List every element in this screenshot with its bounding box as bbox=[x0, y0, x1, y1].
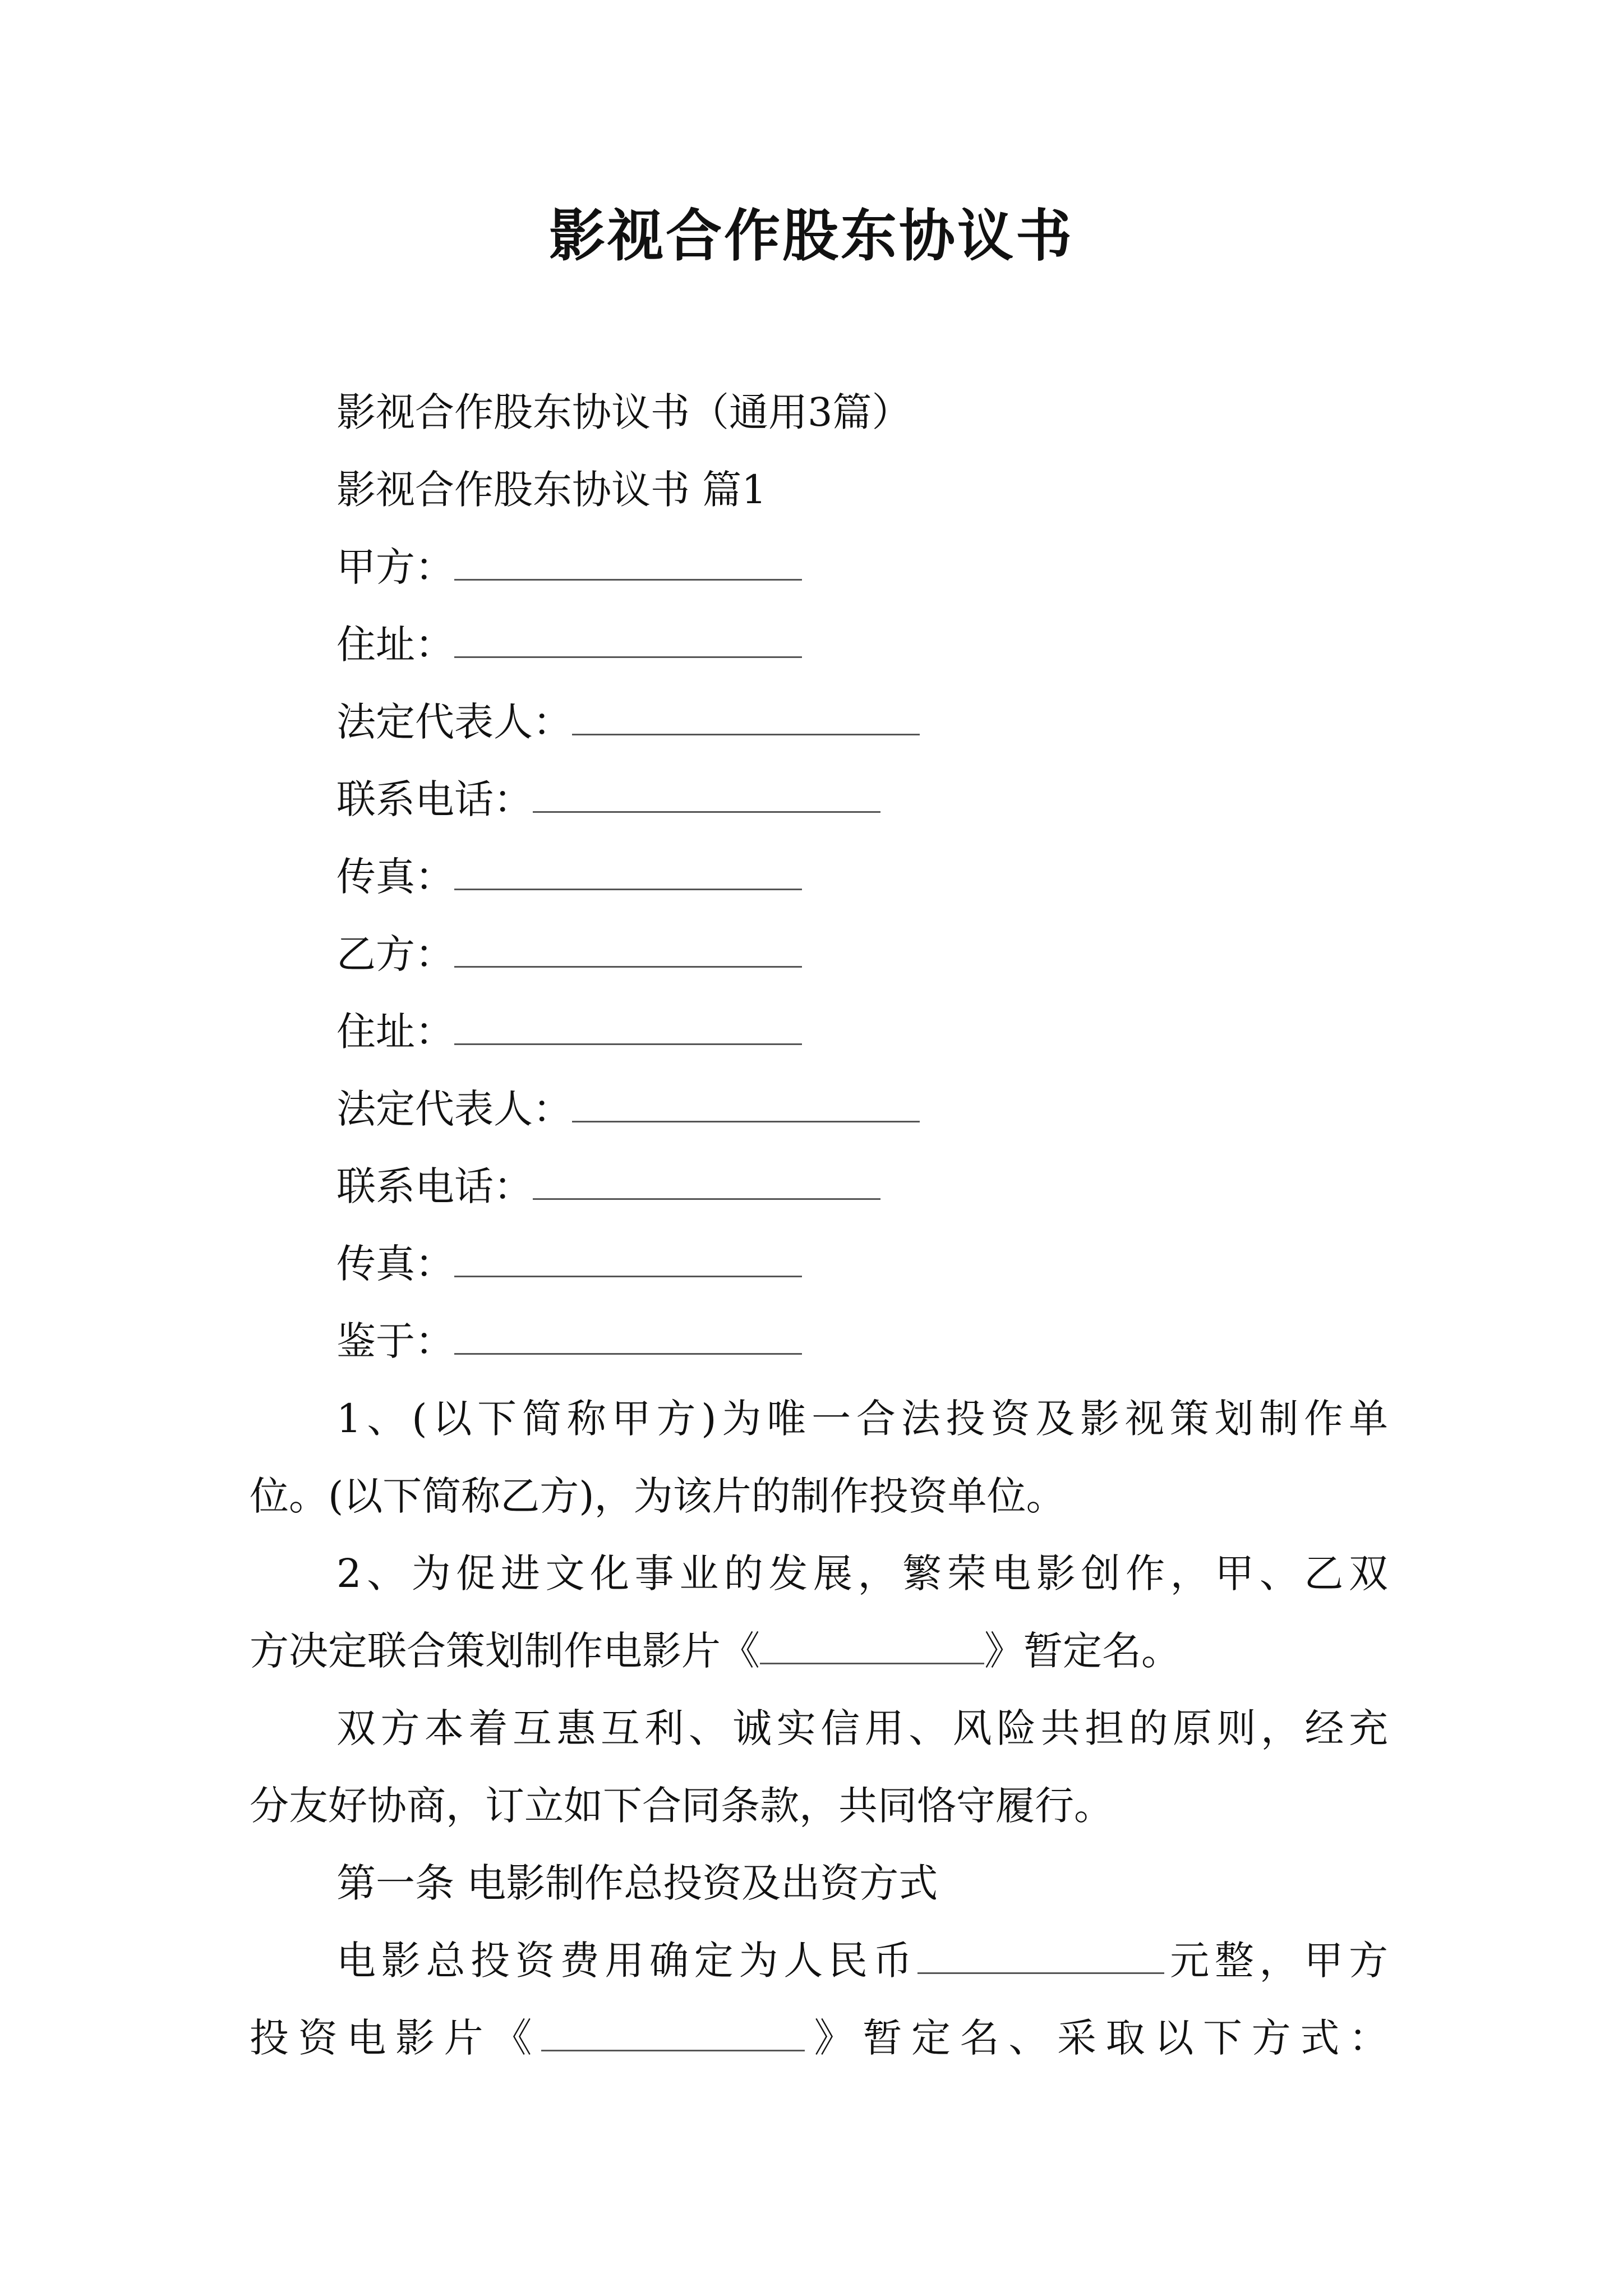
article-1-line-2 bbox=[250, 2013, 1388, 2063]
field-label: 乙方： bbox=[336, 931, 454, 977]
fill-blank-line bbox=[454, 1241, 802, 1277]
party-b-phone-field bbox=[336, 1161, 880, 1212]
party-b-name-field bbox=[336, 929, 802, 979]
text-segment: 》暂定名、采取以下方式： bbox=[805, 2015, 1388, 2061]
party-a-fax-field bbox=[336, 852, 802, 902]
party-b-legal-rep-field bbox=[336, 1084, 920, 1134]
field-label: 联系电话： bbox=[336, 1163, 533, 1209]
fill-blank-line bbox=[533, 1163, 880, 1200]
party-a-legal-rep-field bbox=[336, 697, 920, 747]
fill-blank-line bbox=[454, 931, 802, 968]
field-label: 联系电话： bbox=[336, 776, 533, 822]
article-1-line-1 bbox=[336, 1935, 1388, 1986]
film-title-blank bbox=[760, 1628, 984, 1664]
field-label: 法定代表人： bbox=[336, 699, 572, 745]
field-label: 鉴于： bbox=[336, 1318, 454, 1364]
fill-blank-line bbox=[454, 1318, 802, 1355]
text-segment: 电影总投资费用确定为人民币 bbox=[336, 1938, 918, 1984]
fill-blank-line bbox=[454, 1009, 802, 1045]
section-heading: 影视合作股东协议书 篇1 bbox=[336, 467, 767, 513]
field-label: 传真： bbox=[336, 1241, 454, 1287]
document-title: 影视合作股东协议书 bbox=[549, 203, 1074, 269]
field-label: 法定代表人： bbox=[336, 1086, 572, 1132]
document-subtitle: 影视合作股东协议书（通用3篇） bbox=[336, 389, 911, 435]
field-label: 甲方： bbox=[336, 544, 454, 590]
fill-blank-line bbox=[572, 699, 920, 735]
film-title-blank bbox=[541, 2015, 805, 2051]
fill-blank-line bbox=[454, 622, 802, 658]
text-segment: 元整，甲方 bbox=[1164, 1938, 1389, 1984]
text-segment: 》暂定名。 bbox=[984, 1628, 1181, 1674]
party-b-fax-field bbox=[336, 1239, 802, 1289]
paragraph-3-line-1: 双方本着互惠互利、诚实信用、风险共担的原则，经充 bbox=[336, 1705, 1388, 1751]
party-a-name-field bbox=[336, 542, 802, 592]
text-segment: 投资电影片《 bbox=[250, 2015, 541, 2061]
field-label: 传真： bbox=[336, 854, 454, 900]
paragraph-1-line-1: 1、(以下简称甲方)为唯一合法投资及影视策划制作单 bbox=[336, 1396, 1388, 1442]
party-a-phone-field bbox=[336, 774, 880, 825]
fill-blank-line bbox=[533, 776, 880, 813]
field-label: 住址： bbox=[336, 622, 454, 668]
paragraph-2-line-1: 2、为促进文化事业的发展，繁荣电影创作，甲、乙双 bbox=[336, 1550, 1388, 1596]
text-segment: 方决定联合策划制作电影片《 bbox=[250, 1628, 760, 1674]
amount-blank bbox=[917, 1938, 1164, 1974]
party-a-address-field bbox=[336, 619, 802, 670]
fill-blank-line bbox=[454, 854, 802, 890]
paragraph-1-line-2: 位。(以下简称乙方)，为该片的制作投资单位。 bbox=[250, 1473, 1066, 1519]
field-label: 住址： bbox=[336, 1009, 454, 1055]
fill-blank-line bbox=[572, 1086, 920, 1122]
whereas-field bbox=[336, 1316, 802, 1366]
fill-blank-line bbox=[454, 544, 802, 581]
article-1-heading: 第一条 电影制作总投资及出资方式 bbox=[336, 1860, 938, 1906]
paragraph-2-line-2 bbox=[250, 1626, 1181, 1676]
paragraph-3-line-2: 分友好协商，订立如下合同条款，共同恪守履行。 bbox=[250, 1783, 1113, 1829]
party-b-address-field bbox=[336, 1006, 802, 1057]
